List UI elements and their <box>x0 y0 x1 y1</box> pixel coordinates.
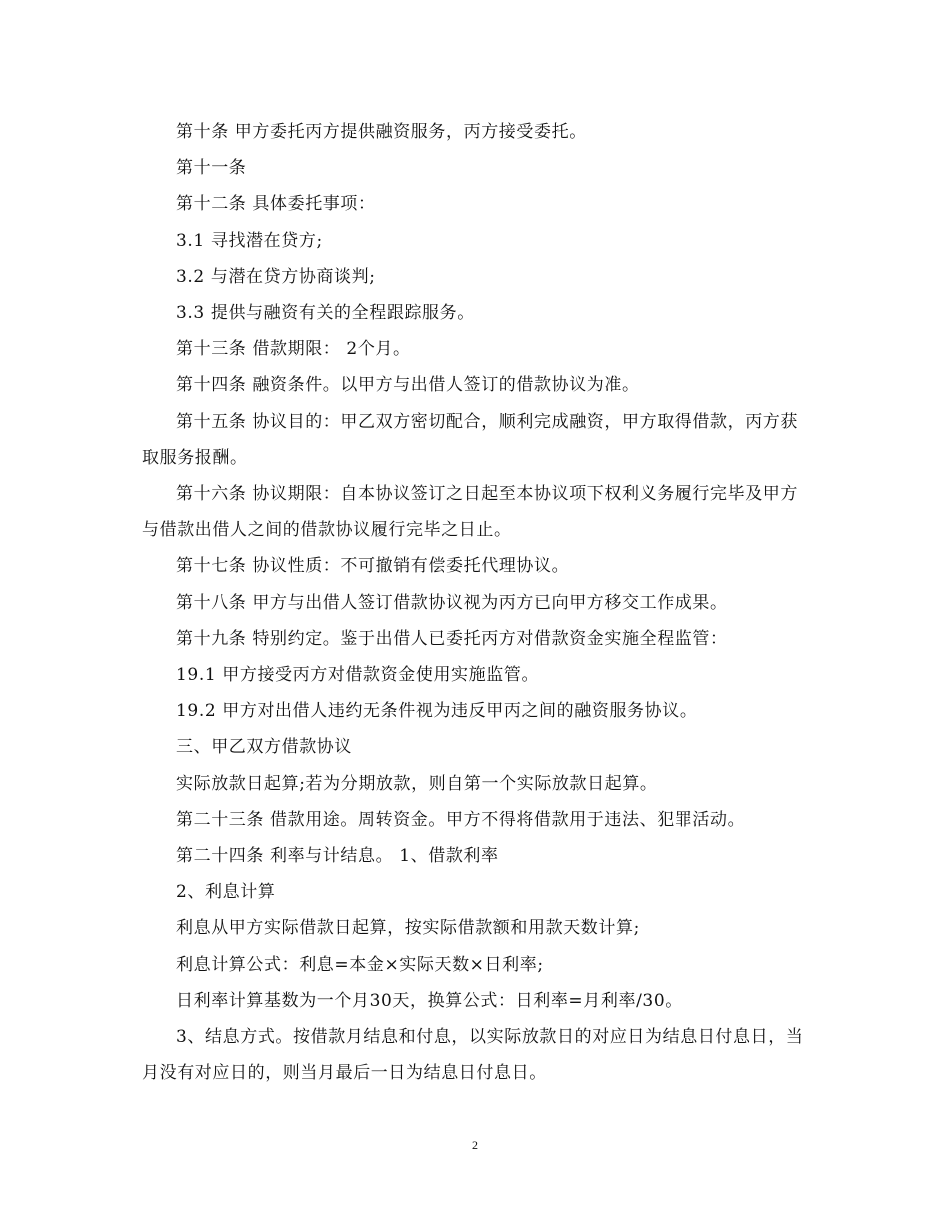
paragraph-item-19-1: 19.1 甲方接受丙方对借款资金使用实施监管。 <box>176 665 540 686</box>
paragraph-article-13: 第十三条 借款期限： 2个月。 <box>176 339 411 360</box>
paragraph-interest-start: 利息从甲方实际借款日起算，按实际借款额和用款天数计算; <box>176 918 640 939</box>
paragraph-loan-start: 实际放款日起算;若为分期放款，则自第一个实际放款日起算。 <box>176 773 658 794</box>
paragraph-article-14: 第十四条 融资条件。以甲方与出借人签订的借款协议为准。 <box>176 375 640 396</box>
paragraph-item-3-1: 3.1 寻找潜在贷方; <box>176 230 323 251</box>
paragraph-article-17: 第十七条 协议性质：不可撤销有偿委托代理协议。 <box>176 556 570 577</box>
section-heading: 三、甲乙双方借款协议 <box>176 737 352 758</box>
paragraph-interest-calc-heading: 2、利息计算 <box>176 882 276 903</box>
paragraph-item-3-2: 3.2 与潜在贷方协商谈判; <box>176 266 376 287</box>
paragraph-article-12: 第十二条 具体委托事项： <box>176 194 376 215</box>
paragraph-daily-rate: 日利率计算基数为一个月30天，换算公式：日利率=月利率/30。 <box>176 990 683 1011</box>
paragraph-article-24: 第二十四条 利率与计结息。 1、借款利率 <box>176 846 499 867</box>
paragraph-interest-formula: 利息计算公式：利息=本金×实际天数×日利率; <box>176 954 544 975</box>
paragraph-article-15: 第十五条 协议目的：甲乙双方密切配合，顺利完成融资，甲方取得借款，丙方获取服务报酬。 <box>142 411 799 468</box>
paragraph-article-18: 第十八条 甲方与出借人签订借款协议视为丙方已向甲方移交工作成果。 <box>176 592 728 613</box>
document-body <box>142 114 810 1091</box>
paragraph-item-3-3: 3.3 提供与融资有关的全程跟踪服务。 <box>176 303 475 324</box>
paragraph-article-16: 第十六条 协议期限：自本协议签订之日起至本协议项下权利义务履行完毕及甲方与借款出借人之间的借款协议履行完毕之日止。 <box>142 484 799 541</box>
paragraph-item-19-2: 19.2 甲方对出借人违约无条件视为违反甲丙之间的融资服务协议。 <box>176 701 698 722</box>
paragraph-article-19: 第十九条 特别约定。鉴于出借人已委托丙方对借款资金实施全程监管： <box>176 628 728 649</box>
paragraph-article-10: 第十条 甲方委托丙方提供融资服务，丙方接受委托。 <box>176 122 587 142</box>
page-number: 2 <box>472 1138 478 1152</box>
paragraph-article-23: 第二十三条 借款用途。周转资金。甲方不得将借款用于违法、犯罪活动。 <box>176 809 746 830</box>
paragraph-settlement-method: 3、结息方式。按借款月结息和付息，以实际放款日的对应日为结息日付息日，当月没有对应日的，则当月最后一日为结息日付息日。 <box>142 1027 804 1084</box>
paragraph-article-11: 第十一条 <box>176 158 247 179</box>
